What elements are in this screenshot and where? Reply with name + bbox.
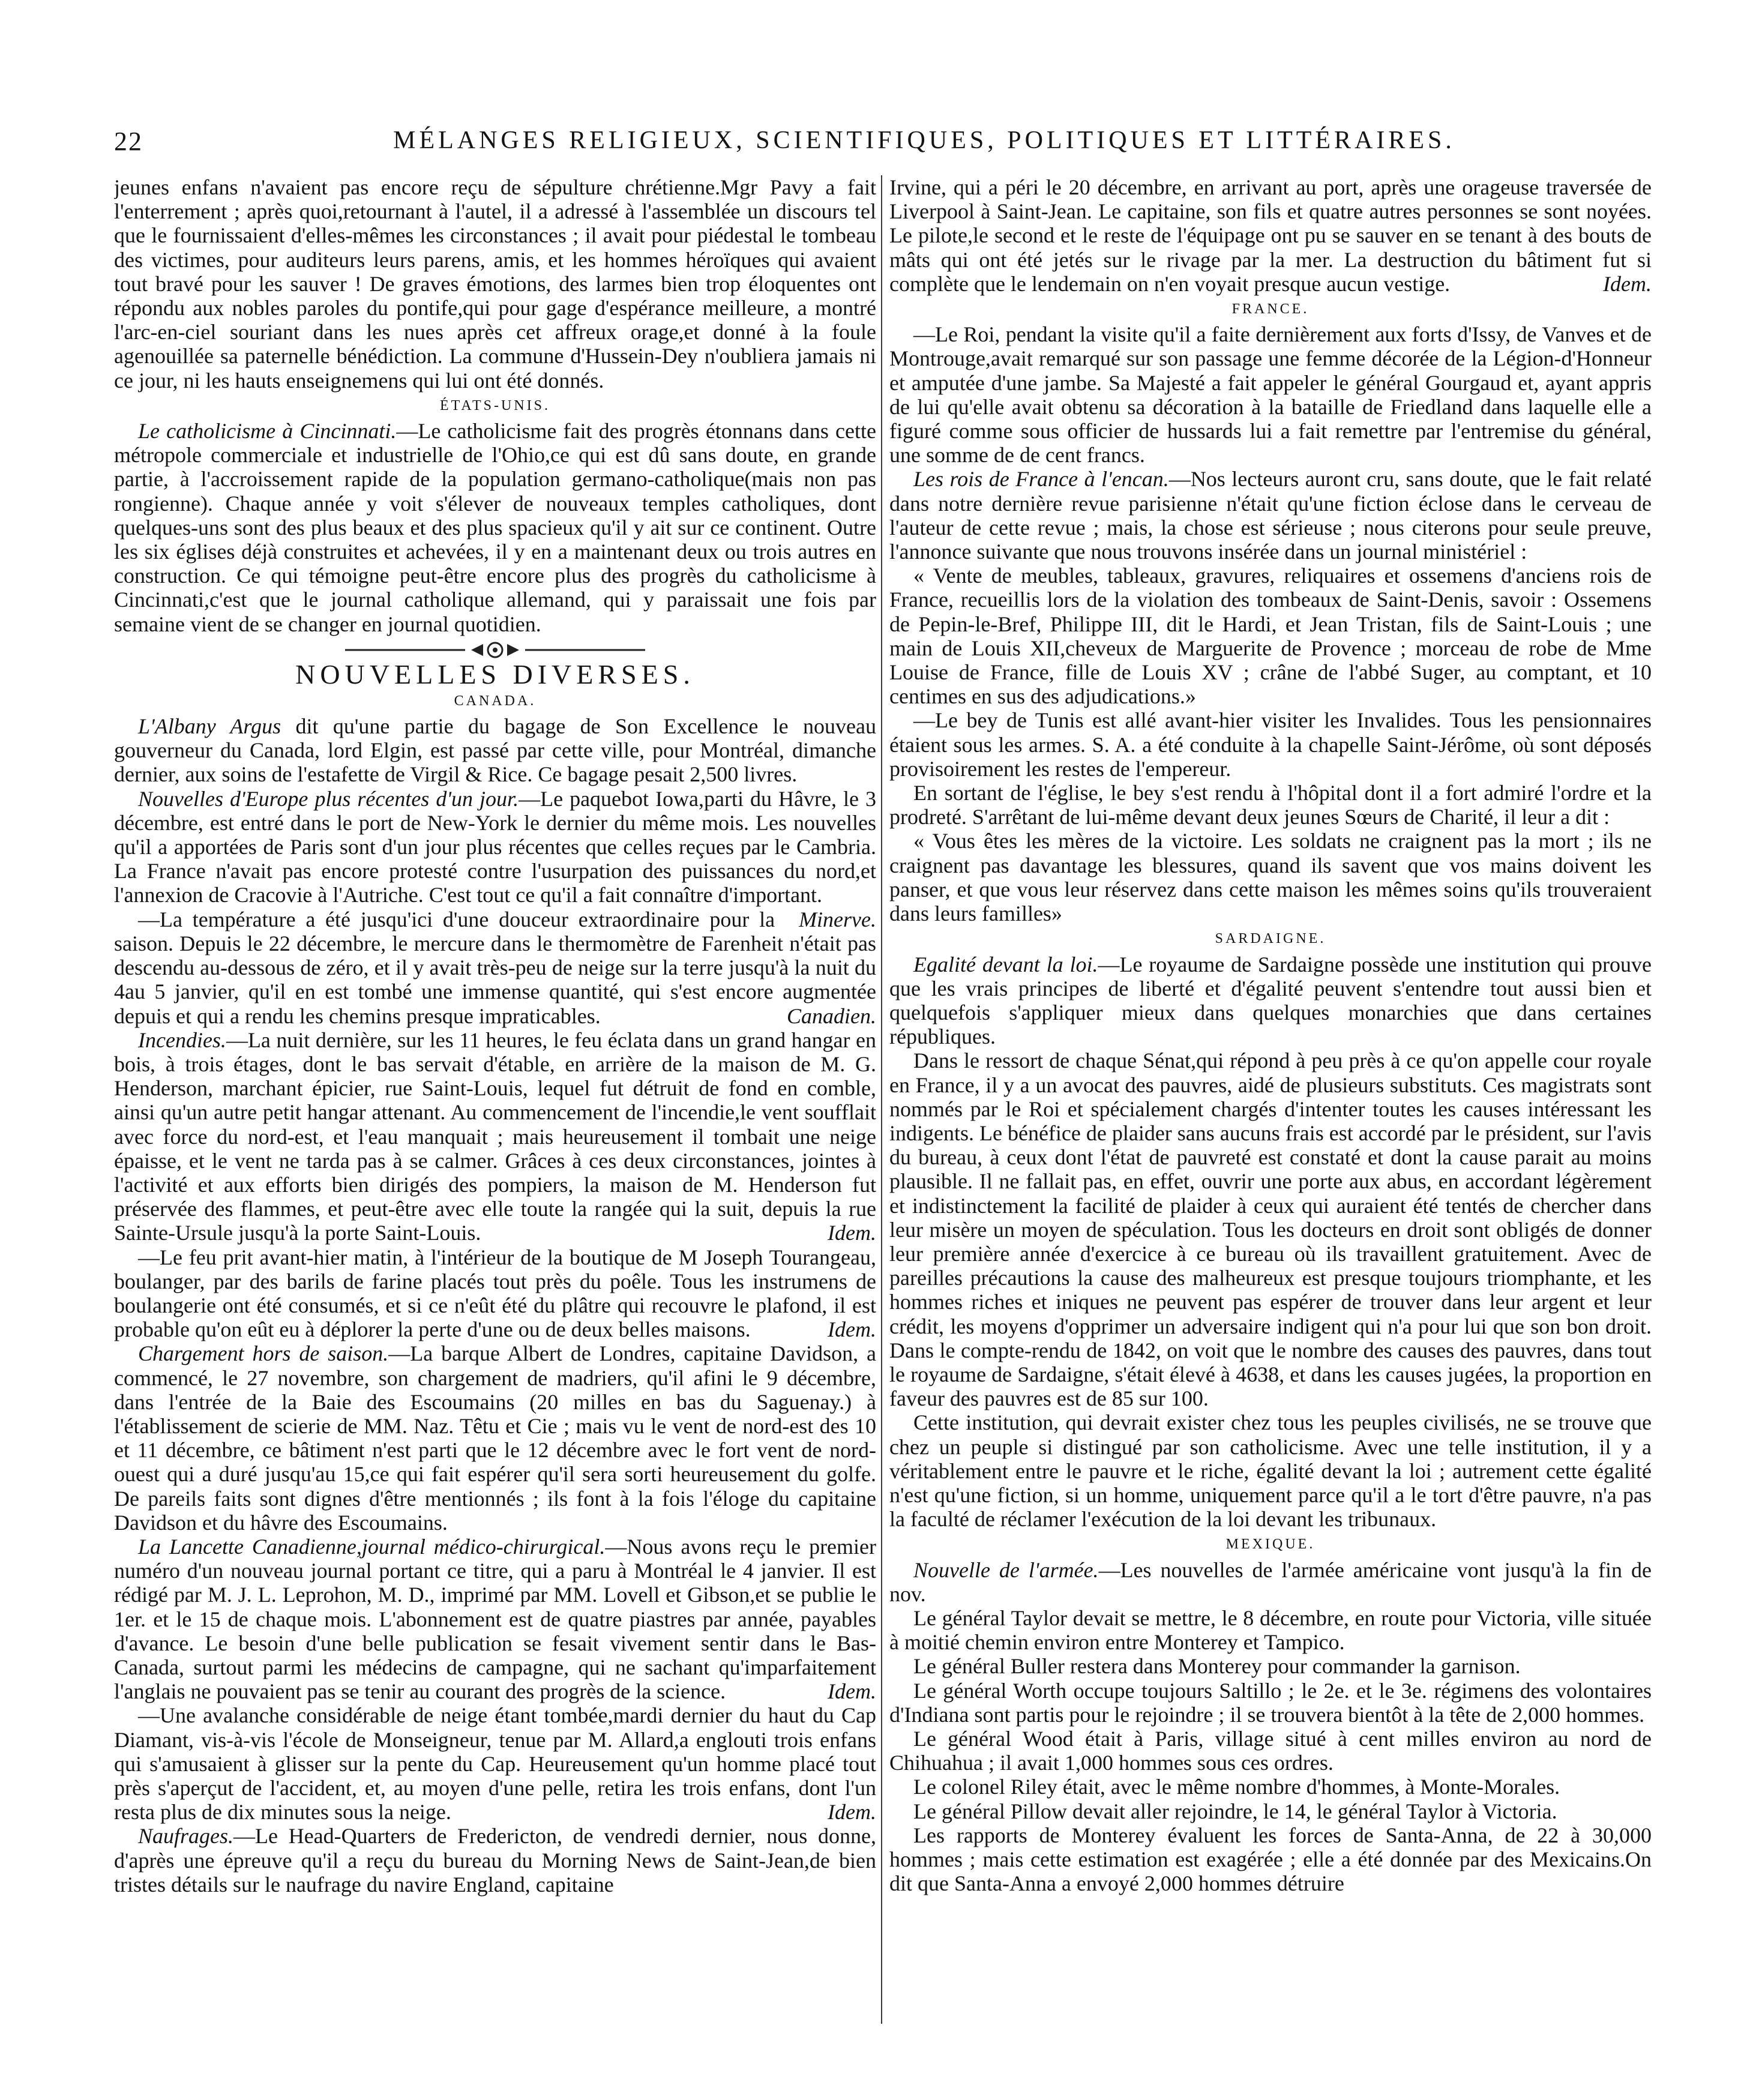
paragraph [114,1028,876,1245]
paragraph [114,1341,876,1535]
right-column [889,175,1652,2048]
paragraph [114,786,876,931]
paragraph [114,907,876,1028]
article-text: Irvine, qui a péri le 20 décembre, en arrivant au port, après une orageuse traversée de Liverpool à Saint-Jean. Le capitaine, son fils et quatre autres personnes se sont noyées. Le pilote,le second et le reste de l'équipage ont pu se sauver en se tenant à des bouts de mâts qui ont été jetés sur le rivage par la mer. La destruction du bâtiment fut si complète que le lendemain on n'en voyait presque aucun vestige. [889,175,1652,296]
paragraph: Dans le ressort de chaque Sénat,qui répond à peu près à ce qu'on appelle cour royale en France, il y a un avocat des pauvres, aidé de plusieurs substituts. Ces magistrats sont nommés par le Roi et spécialement chargés d'intenter toutes les causes intéressant les indigents. Le bénéfice de plaider sans aucuns frais est accordé par le président, sur l'avis du bureau, à ceux dont l'état de pauvreté est constaté et dont la cause parait au moins plausible. Il ne fallait pas, en effet, ouvrir une porte aux abus, en accordant légèrement et indistinctement la facilité de plaider à ceux qui auraient été tentés de chercher dans leur misère un moyen de spéculation. Tous les docteurs en droit sont obligés de donner leur première année d'exercice à ce bureau où ils travaillent gratuitement. Avec de pareilles précautions la cause des malheureux est presque toujours triomphante, et les hommes riches et iniques ne peuvent pas espérer de trouver dans leur argent et leur crédit, les moyens d'opprimer un adversaire indigent qui n'a pour lui que son bon droit. Dans le compte-rendu de 1842, on voit que le nombre des causes des pauvres, dans tout le royaume de Sardaigne, s'était élevé à 4638, et dans les causes jugées, la proportion en faveur des pauvres est de 85 sur 100. [889,1048,1652,1411]
paragraph [114,1245,876,1342]
article-title: Chargement hors de saison. [138,1341,389,1366]
article-text: —Le catholicisme fait des progrès étonnans dans cette métropole commerciale et industrielle de l'Ohio,ce qui est dû sans doute, en grande partie, à l'accroissement rapide de la population germano-catholique(mais non pas rongienne). Chaque année y voit s'élever de nouveaux temples catholiques, dont quelques-uns sont des plus beaux et des plus spacieux qu'il y ait sur ce continent. Outre les six églises déjà construites et achevées, il y en a maintenant deux ou trois autres en construction. Ce qui témoigne peut-être encore plus des progrès du catholicisme à Cincinnati,c'est que le journal catholique allemand, qui y paraissait une fois par semaine vient de se changer en journal quotidien. [114,419,876,636]
paragraph [889,1558,1652,1606]
article-title: Nouvelle de l'armée. [913,1557,1099,1582]
paragraph [889,175,1652,296]
source-credit: Idem. [828,1221,876,1245]
paragraph: Le général Buller restera dans Monterey pour commander la garnison. [913,1654,1521,1679]
paragraph [114,419,876,636]
paragraph: « Vous êtes les mères de la victoire. Les soldats ne craignent pas la mort ; ils ne craignent pas davantage les blessures, quand ils savent que vos mains doivent les panser, et que vous leur réservez dans cette maison les mêmes soins qu'ils trouveraient dans leurs familles» [889,829,1652,926]
article-title: Naufrages. [138,1824,234,1849]
article-text: —Une avalanche considérable de neige étant tombée,mardi dernier du haut du Cap Diamant, vis-à-vis l'école de Monseigneur, tenue par M. Allard,a englouti trois enfans qui s'amusaient à glisser sur la pente du Cap. Heureusement qu'un homme placé tout près s'aperçut de l'accident, et, au moyen d'une pelle, retira les trois enfans, dont l'un resta plus de dix minutes sous la neige. [114,1703,876,1825]
source-credit: Idem. [828,1800,876,1825]
paragraph: Le général Taylor devait se mettre, le 8 décembre, en route pour Victoria, ville située à moitié chemin environ entre Monterey et Tampico. [889,1605,1652,1655]
paragraph: —Le bey de Tunis est allé avant-hier visiter les Invalides. Tous les pensionnaires étaient sous les armes. S. A. a été conduite à la chapelle Saint-Jérôme, où sont déposés provisoirement les restes de l'empereur. [889,708,1652,781]
paragraph: —Le Roi, pendant la visite qu'il a faite dernièrement aux forts d'Issy, de Vanves et de Montrouge,avait remarqué sur son passage une femme décorée de la Légion-d'Honneur et amputée d'une jambe. Sa Majesté a fait appeler le général Gourgaud et, ayant appris de lui qu'elle avait obtenu sa décoration à la bataille de Friedland dans laquelle elle a figuré comme sous officier de hussards lui a fait remettre par l'entremise du général, une somme de de cent francs. [889,322,1652,468]
article-text: —Le Head-Quarters de Fredericton, de vendredi dernier, nous donne, d'après une épreuve qu'il a reçu du bureau du Morning News de Saint-Jean,de bien tristes détails sur le naufrage du navire England, capitaine [114,1824,876,1897]
paragraph: jeunes enfans n'avaient pas encore reçu de sépulture chrétienne.Mgr Pavy a fait l'enterrement ; après quoi,retournant à l'autel, il a adressé à l'assemblée un discours tel que le fournissaient d'elles-mêmes les circonstances ; il avait pour piédestal le tombeau des victimes, pour auditeurs leurs parens, amis, et les hommes héroïques qui avaient tout bravé pour les sauver ! De graves émotions, des larmes bien trop éloquentes ont répondu aux nobles paroles du pontife,qui pour gage d'espérance meilleure, a montré l'arc-en-ciel souriant dans les nues après cet affreux orage,et donné à la foule agenouillée sa paternelle bénédiction. La commune d'Hussein-Dey n'oubliera jamais ni ce jour, ni les hauts enseignemens qui lui ont été donnés. [114,175,876,393]
source-credit: Idem. [1603,271,1652,296]
paragraph [114,714,876,787]
article-text: —Nous avons reçu le premier numéro d'un nouveau journal portant ce titre, qui a paru à Montréal le 4 janvier. Il est rédigé par M. J. L. Leprohon, M. D., imprimé par MM. Lovell et Gibson,et se publie le 1er. et le 15 de chaque mois. L'abonnement est de quatre piastres par année, payables d'avance. Le besoin d'une belle publication se fesait vivement sentir dans le Bas-Canada, surtout parmi les médecins de campagne, qui ne sachant qu'imparfaitement l'anglais ne pouvaient pas se tenir au courant des progrès de la science. [114,1534,876,1704]
section-heading-nouvelles-diverses: NOUVELLES DIVERSES. [295,658,695,690]
section-heading-canada: CANADA. [454,693,537,709]
source-credit: Canadien. [787,1003,876,1028]
article-text: —La température a été jusqu'ici d'une douceur extraordinaire pour la saison. Depuis le 22 décembre, le mercure dans le thermomètre de Farenheit n'était pas descendu au-dessous de zéro, et il y avait très-peu de neige sur la terre jusqu'à la nuit du 4au 5 janvier, qu'il en est tombé une immense quantité, qui s'est encore augmentée depuis et qui a rendu les chemins presque impraticables. [114,907,876,1028]
article-text: —Le royaume de Sardaigne possède une institution qui prouve que les vrais principes de liberté et d'égalité peuvent s'entendre tout aussi bien et quelquefois s'appliquer mieux dans quelques monarchies que dans certaines républiques. [889,952,1652,1049]
article-title: Egalité devant la loi. [913,952,1098,976]
running-title: MÉLANGES RELIGIEUX, SCIENTIFIQUES, POLITIQUES ET LITTÉRAIRES. [393,127,1455,154]
source-credit: Idem. [828,1317,876,1342]
article-title: La Lancette Canadienne,journal médico-chirurgical. [138,1534,606,1559]
paragraph [114,1703,876,1824]
article-text: dit qu'une partie du bagage de Son Excellence le nouveau gouverneur du Canada, lord Elgin, est passé par cette ville, pour Montréal, dimanche dernier, aux soins de l'estafette de Virgil & Rice. Ce bagage pesait 2,500 livres. [114,714,876,787]
article-text: —Nos lecteurs auront cru, sans doute, que le fait relaté dans notre dernière revue parisienne n'était qu'une fiction éclose dans le cerveau de l'auteur de cette revue ; mais, la chose est sérieuse ; nous citerons pour seule preuve, l'annonce suivante que nous trouvons insérée dans un journal ministériel : [889,467,1652,564]
article-title: L'Albany Argus [138,714,281,739]
article-text: —Les nouvelles de l'armée américaine vont jusqu'à la fin de nov. [889,1557,1652,1606]
section-heading-mexique: MEXIQUE. [1225,1536,1316,1553]
paragraph [889,952,1652,1049]
article-text: —Le feu prit avant-hier matin, à l'intérieur de la boutique de M Joseph Tourangeau, boulanger, par des barils de farine placés tout près du poêle. Tous les instrumens de boulangerie ont été consumés, et si ce n'eût été du plâtre qui recouvre le plafond, il est probable qu'on eût eu à déplorer la perte d'une ou de deux belles maisons. [114,1245,876,1342]
paragraph: En sortant de l'église, le bey s'est rendu à l'hôpital dont il a fort admiré l'ordre et la prodreté. S'arrêtant de lui-même devant deux jeunes Sœurs de Charité, il leur a dit : [889,781,1652,829]
article-title: Nouvelles d'Europe plus récentes d'un jour. [138,786,519,811]
paragraph: Cette institution, qui devrait exister chez tous les peuples civilisés, ne se trouve que chez un peuple si distingué par son catholicisme. Avec une telle institution, il y a véritablement entre le pauvre et le riche, égalité devant la loi ; autrement cette égalité n'est qu'une fiction, si un homme, uniquement parce qu'il a le tort d'être pauvre, n'a pas la faculté de réclamer l'exécution de la loi devant les tribunaux. [889,1410,1652,1532]
paragraph [114,1535,876,1703]
page-number: 22 [114,127,143,156]
paragraph [889,467,1652,564]
article-title: Les rois de France à l'encan. [913,467,1169,492]
page-header [114,126,1650,168]
paragraph: Le général Worth occupe toujours Saltillo ; le 2e. et le 3e. régimens des volontaires d'Indiana sont partis pour le rejoindre ; il se trouvera bientôt à la tête de 2,000 hommes. [889,1678,1652,1727]
section-heading-etats-unis: ÉTATS-UNIS. [439,397,551,414]
paragraph [114,1824,876,1897]
article-text: —Le paquebot Iowa,parti du Hâvre, le 3 décembre, est entré dans le port de New-York le dernier du même mois. Les nouvelles qu'il a apportées de Paris sont d'un jour plus récentes que celles reçues par le Cambria. La France n'avait pas encore protesté contre l'usurpation des puissances du nord,et l'annexion de Cracovie à l'Autriche. C'est tout ce qu'il a fait connaître d'important. [114,786,876,907]
article-title: Incendies. [138,1027,226,1052]
paragraph: Les rapports de Monterey évaluent les forces de Santa-Anna, de 22 à 30,000 hommes ; mais cette estimation est exagérée ; elle a été donnée par des Mexicains.On dit que Santa-Anna a envoyé 2,000 hommes détruire [889,1823,1652,1896]
source-credit: Minerve. [799,907,876,931]
column-divider [881,175,882,2024]
paragraph: Le colonel Riley était, avec le même nombre d'hommes, à Monte-Morales. [913,1775,1560,1799]
source-credit: Idem. [828,1679,876,1704]
ornament-divider-icon [339,641,651,659]
article-text: —La barque Albert de Londres, capitaine Davidson, a commencé, le 27 novembre, son chargement de madriers, qu'il afini le 9 décembre, dans l'entrée de la Baie des Escoumains (20 milles en bas du Saguenay.) à l'établissement de scierie de MM. Naz. Têtu et Cie ; mais vu le vent de nord-est des 10 et 11 décembre, ce bâtiment n'est parti que le 12 décembre avec le fort vent de nord-ouest qui a duré jusqu'au 15,ce qui fait espérer qu'il sera sorti heureusement du golfe. De pareils faits sont dignes d'être mentionnés ; ils font à la fois l'éloge du capitaine Davidson et du hâvre des Escoumains. [114,1341,876,1535]
paragraph: Le général Pillow devait aller rejoindre, le 14, le général Taylor à Victoria. [913,1799,1557,1823]
section-heading-sardaigne: SARDAIGNE. [1215,931,1326,947]
left-column [114,175,876,2048]
article-text: —La nuit dernière, sur les 11 heures, le feu éclata dans un grand hangar en bois, à trois étages, dont le bas servait d'étable, en arrière de la maison de M. G. Henderson, marchant épicier, rue Saint-Louis, lequel fut détruit de fond en comble, ainsi qu'un autre petit hangar attenant. Au commencement de l'incendie,le vent soufflait avec force du nord-est, et l'eau manquait ; mais heureusement il tombait une neige épaisse, et le vent ne tarda pas à se calmer. Grâces à ces deux circonstances, jointes à l'activité et aux efforts bien dirigés des pompiers, la maison de M. Henderson fut préservée des flammes, et peut-être avec elle toute la rangée qui la suit, depuis la rue Sainte-Ursule jusqu'à la porte Saint-Louis. [114,1027,876,1245]
article-title: Le catholicisme à Cincinnati. [138,419,397,444]
section-heading-france: FRANCE. [1231,301,1310,317]
paragraph: Le général Wood était à Paris, village situé à cent milles environ au nord de Chihuahua ; il avait 1,000 hommes sous ces ordres. [889,1727,1652,1775]
paragraph: « Vente de meubles, tableaux, gravures, reliquaires et ossemens d'anciens rois de France, recueillis lors de la violation des tombeaux de Saint-Denis, savoir : Ossemens de Pepin-le-Bref, Philippe III, dit le Hardi, et Jean Tristan, fils de Saint-Louis ; une main de Louis XII,cheveux de Marguerite de Provence ; morceau de robe de Mme Louise de France, fille de Louis XV ; crâne de l'abbé Suger, au comptant, et 10 centimes en sus des adjudications.» [889,564,1652,709]
